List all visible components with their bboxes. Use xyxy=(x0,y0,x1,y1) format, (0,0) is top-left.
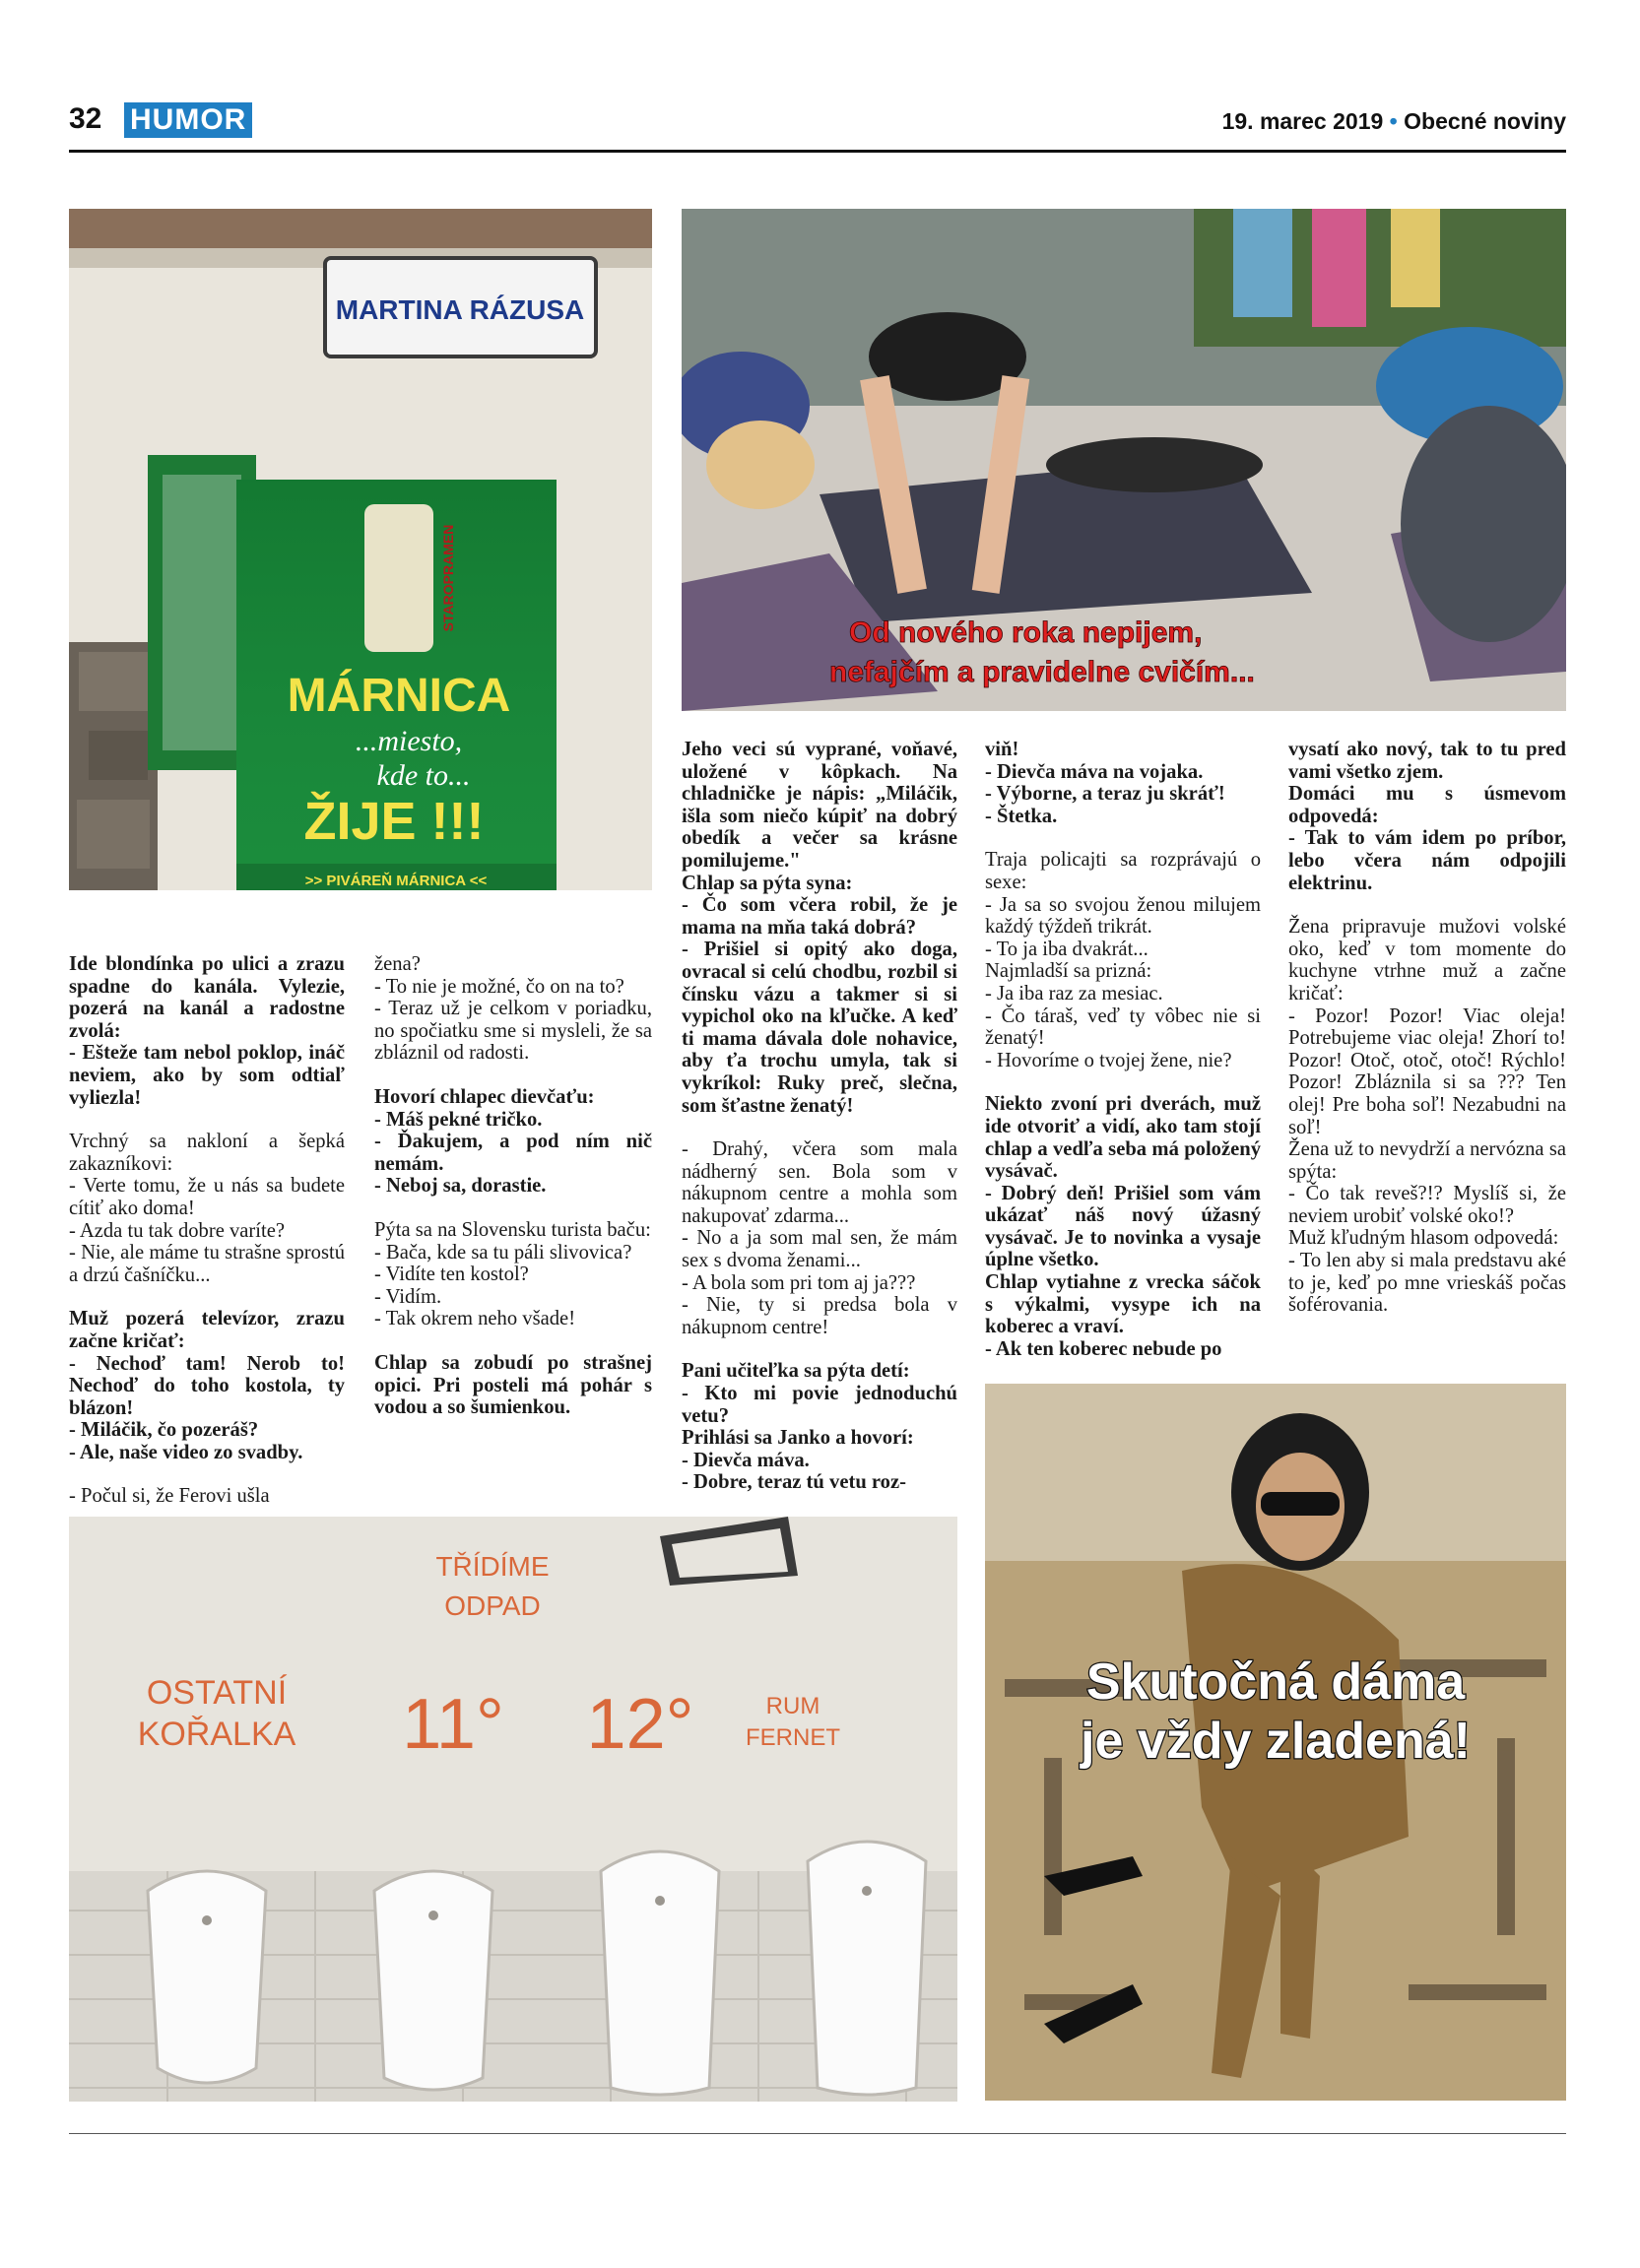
yoga-caption-line-2: nefajčím a pravidelne cvičím... xyxy=(829,656,1255,688)
joke-policajti xyxy=(985,849,1261,1071)
lady-caption-line-2: je vždy zladená! xyxy=(1081,1713,1471,1770)
joke-blondinka-punchline: - Ešteže tam nebol poklop, ináč neviem, ako by som odtiaľ vyliezla! xyxy=(69,1042,345,1109)
joke-line: - A bola som pri tom aj ja??? xyxy=(682,1271,916,1294)
joke-line: - Dobre, teraz tú vetu roz- xyxy=(682,1471,906,1494)
joke-line: - Hovoríme o tvojej žene, nie? xyxy=(985,1049,1232,1071)
joke-line: žena? xyxy=(374,953,421,975)
joke-opica xyxy=(374,1352,652,1419)
joke-line: - Ak ten koberec nebude po xyxy=(985,1337,1222,1360)
joke-line: - Nechoď tam! Nerob to! Nechoď do toho kostola, ty blázon! xyxy=(69,1352,345,1419)
footer-rule xyxy=(69,2133,1566,2134)
joke-line: viň! xyxy=(985,739,1019,760)
joke-line: - Máš pekné tričko. xyxy=(374,1108,543,1131)
joke-line: - Dobrý deň! Prišiel som vám ukázať náš nový úžasný vysávač. Je to novinka a vysaje úplne všetko. xyxy=(985,1182,1261,1271)
joke-line: Žena už to nevydrží a nervózna sa spýta: xyxy=(1288,1138,1566,1183)
joke-line: - Vidíte ten kostol? xyxy=(374,1264,529,1286)
joke-volske-oko xyxy=(1288,916,1566,1317)
joke-line: - Čo táraš, veď ty vôbec nie si ženatý! xyxy=(985,1004,1261,1050)
joke-baca xyxy=(374,1219,652,1330)
joke-line: Chlap sa pýta syna: xyxy=(682,872,853,894)
photo-yoga xyxy=(682,209,1566,711)
joke-line: - Teraz už je celkom v poriadku, no spočiatku sme si mysleli, že sa zbláznil od radosti. xyxy=(374,998,652,1065)
joke-line: - Azda tu tak dobre varíte? xyxy=(69,1219,285,1242)
label-right-2: FERNET xyxy=(746,1724,840,1751)
dateline xyxy=(1222,108,1566,135)
joke-line: - Kto mi povie jednoduchú vetu? xyxy=(682,1383,957,1427)
column-4 xyxy=(985,739,1261,1382)
joke-ucitelka xyxy=(682,1360,957,1494)
publication-name: Obecné noviny xyxy=(1404,108,1566,134)
column-5 xyxy=(1288,739,1566,1338)
photo-pub-sign xyxy=(69,209,652,890)
section-badge: HUMOR xyxy=(124,102,252,138)
joke-line: - Ďakujem, a pod ním nič nemám. xyxy=(374,1131,652,1175)
sign-title: MÁRNICA xyxy=(287,670,511,722)
joke-vysavac-cont xyxy=(1288,739,1566,894)
joke-televizor xyxy=(69,1308,345,1463)
label-left-1: OSTATNÍ xyxy=(146,1674,288,1712)
joke-line: - Dievča máva na vojaka. xyxy=(985,760,1204,783)
joke-vrchny xyxy=(69,1131,345,1286)
joke-line: vysatí ako nový, tak to tu pred vami všetko zjem. xyxy=(1288,739,1566,783)
joke-line: - No a ja som mal sen, že mám sex s dvoma ženami... xyxy=(682,1227,957,1272)
column-1 xyxy=(69,953,345,1529)
joke-line: - Miláčik, čo pozeráš? xyxy=(69,1419,259,1442)
separator-dot: • xyxy=(1389,108,1398,134)
joke-line: - Verte tomu, že u nás sa budete cítiť ako doma! xyxy=(69,1175,345,1219)
joke-line: - Tak to vám idem po príbor, lebo včera nám odpojili elektrinu. xyxy=(1288,827,1566,894)
joke-line: - Vidím. xyxy=(374,1285,442,1308)
joke-line: Najmladší sa prizná: xyxy=(985,960,1152,983)
joke-line: - Dievča máva. xyxy=(682,1449,810,1471)
joke-line: - Pozor! Pozor! Viac oleja! Potrebujeme viac oleja! Zhorí to! Pozor! Otoč, otoč, otoč! Rýchlo! Pozor! Zbláznila si sa ??? Ten olej! Pre boha soľ! Nezabudni na soľ! xyxy=(1288,1004,1566,1138)
sign-line-3: kde to... xyxy=(376,759,471,792)
joke-line: - Ale, naše video zo svadby. xyxy=(69,1441,303,1463)
joke-sen xyxy=(682,1138,957,1338)
joke-opica-cont xyxy=(682,739,957,1117)
joke-line: Muž kľudným hlasom odpovedá: xyxy=(1288,1227,1559,1250)
joke-ucitelka-cont xyxy=(985,739,1261,827)
sign-footer: >> PIVÁREŇ MÁRNICA << xyxy=(304,873,488,889)
joke-line: Pani učiteľka sa pýta detí: xyxy=(682,1360,910,1383)
column-2 xyxy=(374,953,652,1441)
joke-line: - Drahý, včera som mala nádherný sen. Bola som v nákupnom centre a mohla som nakupovať zdarma... xyxy=(682,1138,957,1227)
joke-line: - Bača, kde sa tu páli slivovica? xyxy=(374,1241,632,1264)
joke-line: Jeho veci sú vyprané, voňavé, uložené v kôpkach. Na chladničke je nápis: „Miláčik, išla som niečo kúpiť na dobrý obedík a večer sa krásne pomilujeme." xyxy=(682,739,957,872)
joke-line: - Čo som včera robil, že je mama na mňa taká dobrá? xyxy=(682,894,957,939)
sign-line-2: ...miesto, xyxy=(355,725,463,757)
lady-caption-line-1: Skutočná dáma xyxy=(1085,1653,1466,1711)
joke-vysavac xyxy=(985,1093,1261,1360)
joke-line: Žena pripravuje mužovi volské oko, keď v tom momente do kuchyne vtrhne muž a začne kričať: xyxy=(1288,916,1566,1004)
joke-line: Chlap sa zobudí po strašnej opici. Pri posteli má pohár s vodou a so šumienkou. xyxy=(374,1351,652,1419)
page-header xyxy=(69,98,1566,153)
joke-line: - To ja iba dvakrát... xyxy=(985,938,1148,960)
joke-line: - Ja iba raz za mesiac. xyxy=(985,982,1163,1004)
joke-line: - Čo tak reveš?!? Myslíš si, že neviem urobiť volské oko!? xyxy=(1288,1183,1566,1227)
joke-line: - Prišiel si opitý ako doga, ovracal si celú chodbu, rozbil si čínsku vázu a takmer si si vypichol oko na kľučke. A keď ti mama dávala dole nohavice, aby ťa trochu umyla, tak si vykríkol: Ruky preč, slečna, som šťastne ženatý! xyxy=(682,939,957,1117)
photo-lady xyxy=(985,1384,1566,2101)
issue-date: 19. marec 2019 xyxy=(1221,108,1384,134)
joke-chlapec xyxy=(374,1086,652,1198)
joke-line: - Neboj sa, dorastie. xyxy=(374,1175,547,1198)
joke-line: - Nie, ale máme tu strašne sprostú a drzú čašníčku... xyxy=(69,1242,345,1286)
yoga-caption-line-1: Od nového roka nepijem, xyxy=(849,616,1203,649)
page-number: 32 xyxy=(69,102,102,135)
sign-line-4: ŽIJE !!! xyxy=(303,792,485,851)
wall-text-2: ODPAD xyxy=(444,1590,541,1621)
degree-12: 12° xyxy=(586,1685,694,1764)
joke-line: Prihlási sa Janko a hovorí: xyxy=(682,1427,914,1450)
joke-line: Pýta sa na Slovensku turista baču: xyxy=(374,1218,651,1241)
wall-text-1: TŘÍDÍME xyxy=(435,1551,550,1582)
label-left-2: KOŘALKA xyxy=(137,1716,296,1753)
degree-11: 11° xyxy=(402,1685,504,1764)
joke-line: Niekto zvoní pri dverách, muž ide otvoriť a vidí, ako tam stojí chlap a vedľa seba má položený vysávač. xyxy=(985,1093,1261,1183)
joke-ferovi-cont xyxy=(374,953,652,1065)
joke-line: - Výborne, a teraz ju skráť! xyxy=(985,783,1225,806)
joke-line: Vrchný sa nakloní a šepká zakazníkovi: xyxy=(69,1131,345,1175)
joke-line: - Ja sa so svojou ženou milujem každý týždeň trikrát. xyxy=(985,893,1261,939)
joke-line: - Nie, ty si predsa bola v nákupnom centre! xyxy=(682,1294,957,1338)
brand-label: STAROPRAMEN xyxy=(440,524,456,632)
joke-line: - Štetka. xyxy=(985,805,1058,827)
joke-blondinka-intro: Ide blondínka po ulici a zrazu spadne do kanála. Vylezie, pozerá na kanál a radostne zvolá: xyxy=(69,953,345,1042)
street-sign: MARTINA RÁZUSA xyxy=(335,294,585,325)
joke-line: Chlap vytiahne z vrecka sáčok s výkalmi, vysype ich na koberec a vraví. xyxy=(985,1271,1261,1338)
column-3 xyxy=(682,739,957,1516)
joke-line: - To nie je možné, čo on na to? xyxy=(374,975,624,998)
joke-blondinka xyxy=(69,953,345,1109)
joke-line: Traja policajti sa rozprávajú o sexe: xyxy=(985,849,1261,893)
label-right-1: RUM xyxy=(765,1693,820,1719)
photo-urinals xyxy=(69,1517,957,2102)
joke-line: Muž pozerá televízor, zrazu začne kričať: xyxy=(69,1308,345,1352)
joke-line: Hovorí chlapec dievčaťu: xyxy=(374,1085,595,1108)
joke-line: - Tak okrem neho všade! xyxy=(374,1308,576,1330)
joke-line: - Počul si, že Ferovi ušla xyxy=(69,1485,270,1508)
joke-line: - To len aby si mala predstavu aké to je, keď po mne vrieskáš počas šoférovania. xyxy=(1288,1250,1566,1317)
joke-ferovi xyxy=(69,1485,345,1508)
joke-line: Domáci mu s úsmevom odpovedá: xyxy=(1288,783,1566,827)
